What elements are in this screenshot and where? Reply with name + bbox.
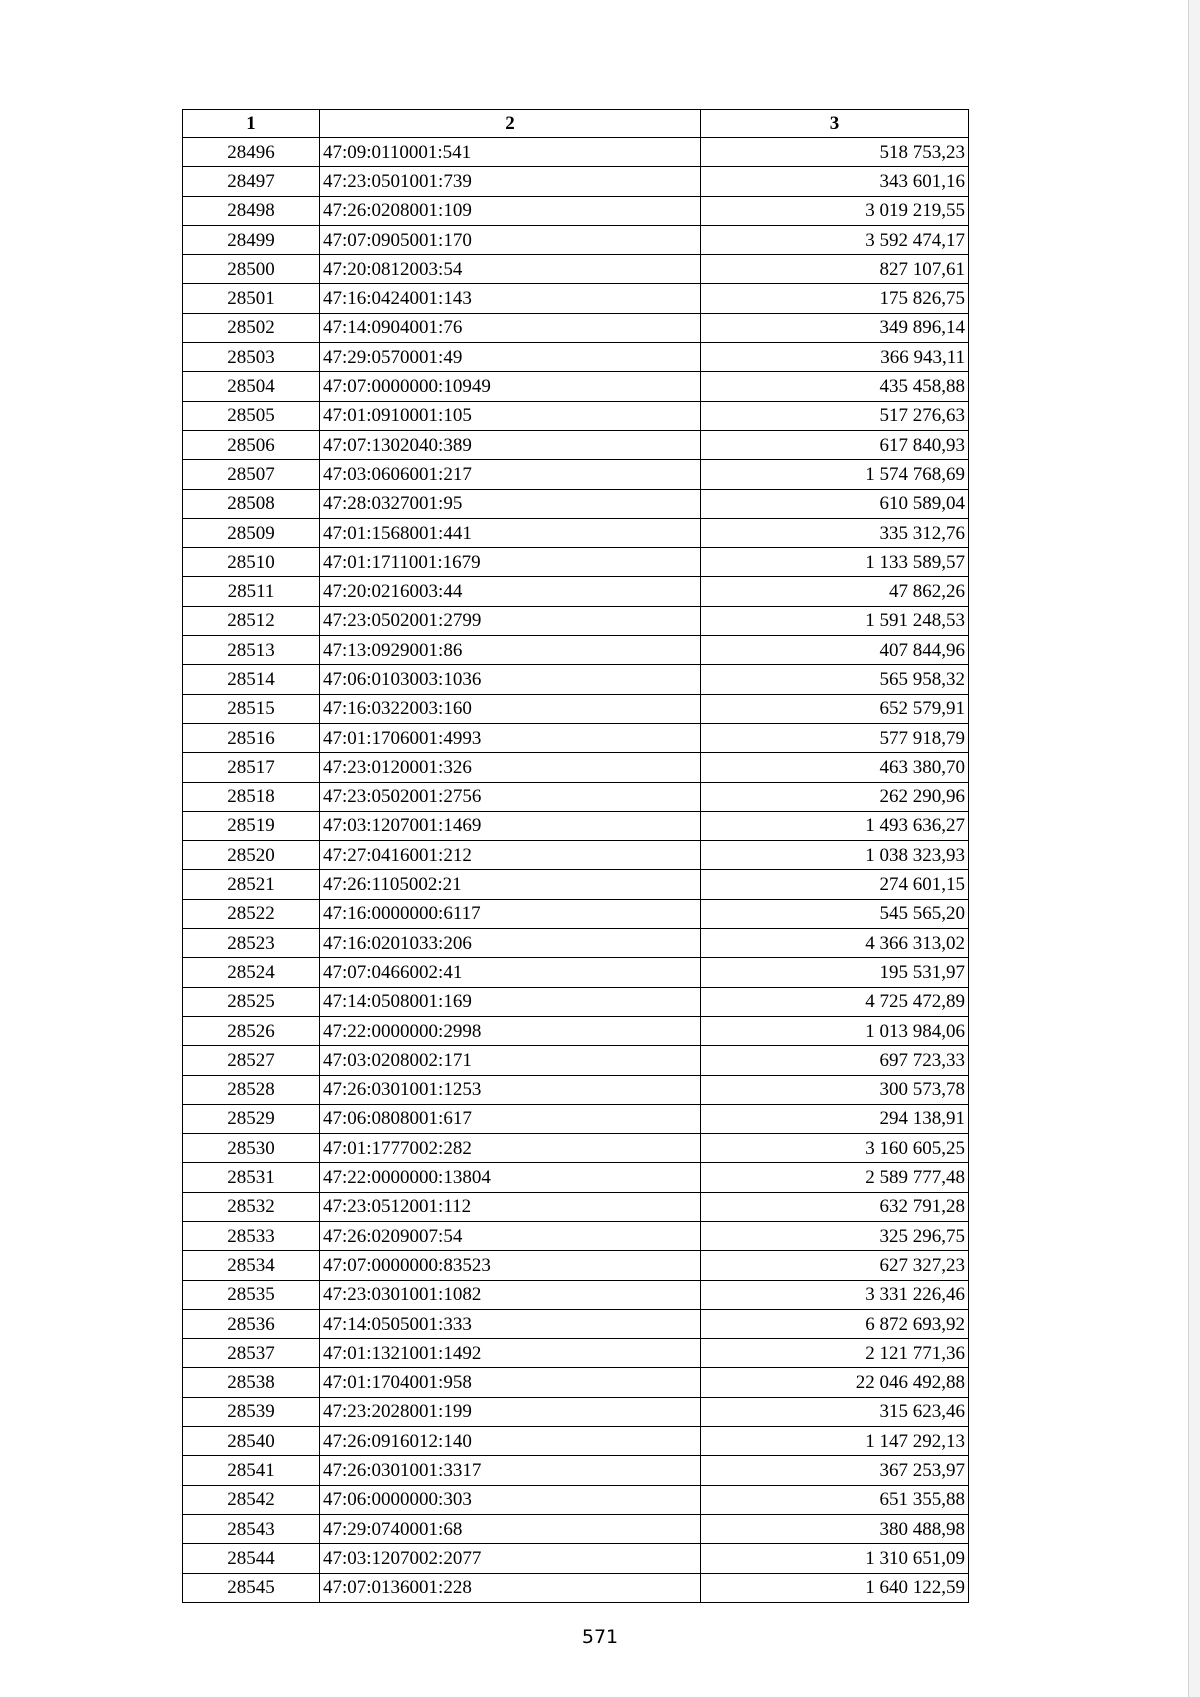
table-row (183, 987, 969, 1016)
row-number-cell: 28510 (183, 548, 320, 577)
cadastral-number-cell: 47:03:0208002:171 (320, 1046, 701, 1075)
value-cell: 632 791,28 (701, 1192, 969, 1221)
value-cell: 4 725 472,89 (701, 987, 969, 1016)
table-row (183, 167, 969, 196)
row-number-cell: 28535 (183, 1280, 320, 1309)
table-row (183, 548, 969, 577)
table-row (183, 518, 969, 547)
value-cell: 1 640 122,59 (701, 1573, 969, 1602)
table-row (183, 1075, 969, 1104)
row-number-cell: 28530 (183, 1134, 320, 1163)
table-row (183, 284, 969, 313)
table-row (183, 1251, 969, 1280)
row-number-cell: 28519 (183, 811, 320, 840)
cadastral-number-cell: 47:03:1207002:2077 (320, 1544, 701, 1573)
row-number-cell: 28511 (183, 577, 320, 606)
table-row (183, 606, 969, 635)
row-number-cell: 28537 (183, 1339, 320, 1368)
cadastral-number-cell: 47:27:0416001:212 (320, 841, 701, 870)
cadastral-number-cell: 47:23:0501001:739 (320, 167, 701, 196)
cadastral-number-cell: 47:16:0322003:160 (320, 694, 701, 723)
cadastral-number-cell: 47:07:0136001:228 (320, 1573, 701, 1602)
cadastral-number-cell: 47:16:0424001:143 (320, 284, 701, 313)
table-row (183, 1280, 969, 1309)
cadastral-number-cell: 47:22:0000000:2998 (320, 1016, 701, 1045)
value-cell: 827 107,61 (701, 255, 969, 284)
value-cell: 315 623,46 (701, 1397, 969, 1426)
cadastral-number-cell: 47:23:0120001:326 (320, 753, 701, 782)
value-cell: 1 493 636,27 (701, 811, 969, 840)
value-cell: 335 312,76 (701, 518, 969, 547)
header-row (183, 110, 969, 138)
row-number-cell: 28498 (183, 196, 320, 225)
table-row (183, 841, 969, 870)
row-number-cell: 28545 (183, 1573, 320, 1602)
cadastral-number-cell: 47:06:0000000:303 (320, 1485, 701, 1514)
table-row (183, 1016, 969, 1045)
row-number-cell: 28521 (183, 870, 320, 899)
row-number-cell: 28541 (183, 1456, 320, 1485)
cadastral-number-cell: 47:06:0103003:1036 (320, 665, 701, 694)
row-number-cell: 28517 (183, 753, 320, 782)
value-cell: 325 296,75 (701, 1221, 969, 1250)
table-row (183, 460, 969, 489)
table-body (183, 138, 969, 1603)
row-number-cell: 28499 (183, 225, 320, 254)
cadastral-number-cell: 47:01:1777002:282 (320, 1134, 701, 1163)
table-row (183, 929, 969, 958)
row-number-cell: 28504 (183, 372, 320, 401)
table-row (183, 255, 969, 284)
cadastral-number-cell: 47:14:0904001:76 (320, 313, 701, 342)
cadastral-number-cell: 47:01:1568001:441 (320, 518, 701, 547)
value-cell: 617 840,93 (701, 430, 969, 459)
row-number-cell: 28534 (183, 1251, 320, 1280)
table-row (183, 811, 969, 840)
value-cell: 697 723,33 (701, 1046, 969, 1075)
page-number: 571 (581, 1626, 619, 1648)
table-row (183, 1544, 969, 1573)
row-number-cell: 28497 (183, 167, 320, 196)
row-number-cell: 28533 (183, 1221, 320, 1250)
row-number-cell: 28526 (183, 1016, 320, 1045)
cadastral-number-cell: 47:16:0201033:206 (320, 929, 701, 958)
cadastral-number-cell: 47:14:0508001:169 (320, 987, 701, 1016)
table-row (183, 782, 969, 811)
value-cell: 1 013 984,06 (701, 1016, 969, 1045)
table-row (183, 401, 969, 430)
row-number-cell: 28513 (183, 636, 320, 665)
table-row (183, 1368, 969, 1397)
cadastral-number-cell: 47:13:0929001:86 (320, 636, 701, 665)
value-cell: 300 573,78 (701, 1075, 969, 1104)
table-row (183, 1221, 969, 1250)
row-number-cell: 28502 (183, 313, 320, 342)
value-cell: 517 276,63 (701, 401, 969, 430)
table-row (183, 753, 969, 782)
cadastral-number-cell: 47:23:0502001:2799 (320, 606, 701, 635)
row-number-cell: 28528 (183, 1075, 320, 1104)
row-number-cell: 28505 (183, 401, 320, 430)
row-number-cell: 28515 (183, 694, 320, 723)
table-row (183, 343, 969, 372)
row-number-cell: 28496 (183, 138, 320, 167)
value-cell: 195 531,97 (701, 958, 969, 987)
cadastral-number-cell: 47:26:0209007:54 (320, 1221, 701, 1250)
row-number-cell: 28524 (183, 958, 320, 987)
cadastral-number-cell: 47:09:0110001:541 (320, 138, 701, 167)
value-cell: 463 380,70 (701, 753, 969, 782)
cadastral-number-cell: 47:23:0301001:1082 (320, 1280, 701, 1309)
row-number-cell: 28543 (183, 1514, 320, 1543)
value-cell: 2 121 771,36 (701, 1339, 969, 1368)
table-row (183, 665, 969, 694)
table-row (183, 899, 969, 928)
value-cell: 3 160 605,25 (701, 1134, 969, 1163)
table-row (183, 1397, 969, 1426)
value-cell: 565 958,32 (701, 665, 969, 694)
cadastral-number-cell: 47:26:0208001:109 (320, 196, 701, 225)
value-cell: 3 592 474,17 (701, 225, 969, 254)
value-cell: 6 872 693,92 (701, 1309, 969, 1338)
cadastral-number-cell: 47:20:0216003:44 (320, 577, 701, 606)
value-cell: 274 601,15 (701, 870, 969, 899)
row-number-cell: 28501 (183, 284, 320, 313)
value-cell: 47 862,26 (701, 577, 969, 606)
row-number-cell: 28520 (183, 841, 320, 870)
value-cell: 545 565,20 (701, 899, 969, 928)
value-cell: 3 019 219,55 (701, 196, 969, 225)
value-cell: 518 753,23 (701, 138, 969, 167)
cadastral-number-cell: 47:03:1207001:1469 (320, 811, 701, 840)
cadastral-number-cell: 47:01:1704001:958 (320, 1368, 701, 1397)
table-row (183, 1573, 969, 1602)
cadastral-number-cell: 47:26:0301001:1253 (320, 1075, 701, 1104)
row-number-cell: 28516 (183, 723, 320, 752)
table-row (183, 1514, 969, 1543)
value-cell: 1 147 292,13 (701, 1427, 969, 1456)
table-header (183, 110, 969, 138)
value-cell: 262 290,96 (701, 782, 969, 811)
cadastral-number-cell: 47:26:0301001:3317 (320, 1456, 701, 1485)
table-row (183, 196, 969, 225)
cadastral-number-cell: 47:20:0812003:54 (320, 255, 701, 284)
cadastral-number-cell: 47:28:0327001:95 (320, 489, 701, 518)
header-col-1: 1 (183, 110, 320, 138)
value-cell: 435 458,88 (701, 372, 969, 401)
table-row (183, 1485, 969, 1514)
table-row (183, 1456, 969, 1485)
value-cell: 4 366 313,02 (701, 929, 969, 958)
row-number-cell: 28527 (183, 1046, 320, 1075)
value-cell: 294 138,91 (701, 1104, 969, 1133)
page-edge (1188, 0, 1200, 1697)
row-number-cell: 28522 (183, 899, 320, 928)
table-row (183, 958, 969, 987)
table-row (183, 489, 969, 518)
table-row (183, 430, 969, 459)
cadastral-number-cell: 47:01:1706001:4993 (320, 723, 701, 752)
table-row (183, 1134, 969, 1163)
cadastral-number-cell: 47:07:0000000:10949 (320, 372, 701, 401)
cadastral-number-cell: 47:01:1321001:1492 (320, 1339, 701, 1368)
cadastral-number-cell: 47:01:1711001:1679 (320, 548, 701, 577)
row-number-cell: 28509 (183, 518, 320, 547)
cadastral-number-cell: 47:14:0505001:333 (320, 1309, 701, 1338)
cadastral-number-cell: 47:26:1105002:21 (320, 870, 701, 899)
table-row (183, 1104, 969, 1133)
row-number-cell: 28538 (183, 1368, 320, 1397)
value-cell: 1 591 248,53 (701, 606, 969, 635)
table-row (183, 225, 969, 254)
cadastral-number-cell: 47:29:0570001:49 (320, 343, 701, 372)
value-cell: 652 579,91 (701, 694, 969, 723)
cadastral-number-cell: 47:23:0512001:112 (320, 1192, 701, 1221)
row-number-cell: 28536 (183, 1309, 320, 1338)
row-number-cell: 28531 (183, 1163, 320, 1192)
header-col-3: 3 (701, 110, 969, 138)
row-number-cell: 28506 (183, 430, 320, 459)
row-number-cell: 28529 (183, 1104, 320, 1133)
table-row (183, 1427, 969, 1456)
row-number-cell: 28540 (183, 1427, 320, 1456)
data-table (182, 109, 969, 1603)
value-cell: 1 133 589,57 (701, 548, 969, 577)
value-cell: 610 589,04 (701, 489, 969, 518)
row-number-cell: 28500 (183, 255, 320, 284)
value-cell: 349 896,14 (701, 313, 969, 342)
value-cell: 380 488,98 (701, 1514, 969, 1543)
row-number-cell: 28508 (183, 489, 320, 518)
value-cell: 2 589 777,48 (701, 1163, 969, 1192)
cadastral-number-cell: 47:07:0466002:41 (320, 958, 701, 987)
value-cell: 577 918,79 (701, 723, 969, 752)
cadastral-number-cell: 47:26:0916012:140 (320, 1427, 701, 1456)
value-cell: 1 038 323,93 (701, 841, 969, 870)
cadastral-number-cell: 47:16:0000000:6117 (320, 899, 701, 928)
row-number-cell: 28507 (183, 460, 320, 489)
row-number-cell: 28544 (183, 1544, 320, 1573)
table-row (183, 138, 969, 167)
table-row (183, 870, 969, 899)
header-col-2: 2 (320, 110, 701, 138)
cadastral-number-cell: 47:07:1302040:389 (320, 430, 701, 459)
cadastral-number-cell: 47:07:0905001:170 (320, 225, 701, 254)
row-number-cell: 28518 (183, 782, 320, 811)
value-cell: 22 046 492,88 (701, 1368, 969, 1397)
row-number-cell: 28539 (183, 1397, 320, 1426)
table-row (183, 723, 969, 752)
cadastral-number-cell: 47:23:0502001:2756 (320, 782, 701, 811)
value-cell: 175 826,75 (701, 284, 969, 313)
value-cell: 627 327,23 (701, 1251, 969, 1280)
table-row (183, 1339, 969, 1368)
value-cell: 651 355,88 (701, 1485, 969, 1514)
table-row (183, 694, 969, 723)
table-row (183, 1309, 969, 1338)
cadastral-number-cell: 47:07:0000000:83523 (320, 1251, 701, 1280)
row-number-cell: 28542 (183, 1485, 320, 1514)
cadastral-number-cell: 47:23:2028001:199 (320, 1397, 701, 1426)
value-cell: 3 331 226,46 (701, 1280, 969, 1309)
table-row (183, 313, 969, 342)
cadastral-number-cell: 47:22:0000000:13804 (320, 1163, 701, 1192)
value-cell: 343 601,16 (701, 167, 969, 196)
value-cell: 1 574 768,69 (701, 460, 969, 489)
row-number-cell: 28532 (183, 1192, 320, 1221)
table-row (183, 372, 969, 401)
table-row (183, 577, 969, 606)
table-row (183, 1163, 969, 1192)
table-row (183, 1192, 969, 1221)
row-number-cell: 28514 (183, 665, 320, 694)
row-number-cell: 28525 (183, 987, 320, 1016)
table-row (183, 636, 969, 665)
value-cell: 407 844,96 (701, 636, 969, 665)
row-number-cell: 28523 (183, 929, 320, 958)
value-cell: 367 253,97 (701, 1456, 969, 1485)
value-cell: 366 943,11 (701, 343, 969, 372)
row-number-cell: 28512 (183, 606, 320, 635)
cadastral-number-cell: 47:01:0910001:105 (320, 401, 701, 430)
cadastral-number-cell: 47:06:0808001:617 (320, 1104, 701, 1133)
table-row (183, 1046, 969, 1075)
cadastral-number-cell: 47:29:0740001:68 (320, 1514, 701, 1543)
value-cell: 1 310 651,09 (701, 1544, 969, 1573)
row-number-cell: 28503 (183, 343, 320, 372)
cadastral-number-cell: 47:03:0606001:217 (320, 460, 701, 489)
